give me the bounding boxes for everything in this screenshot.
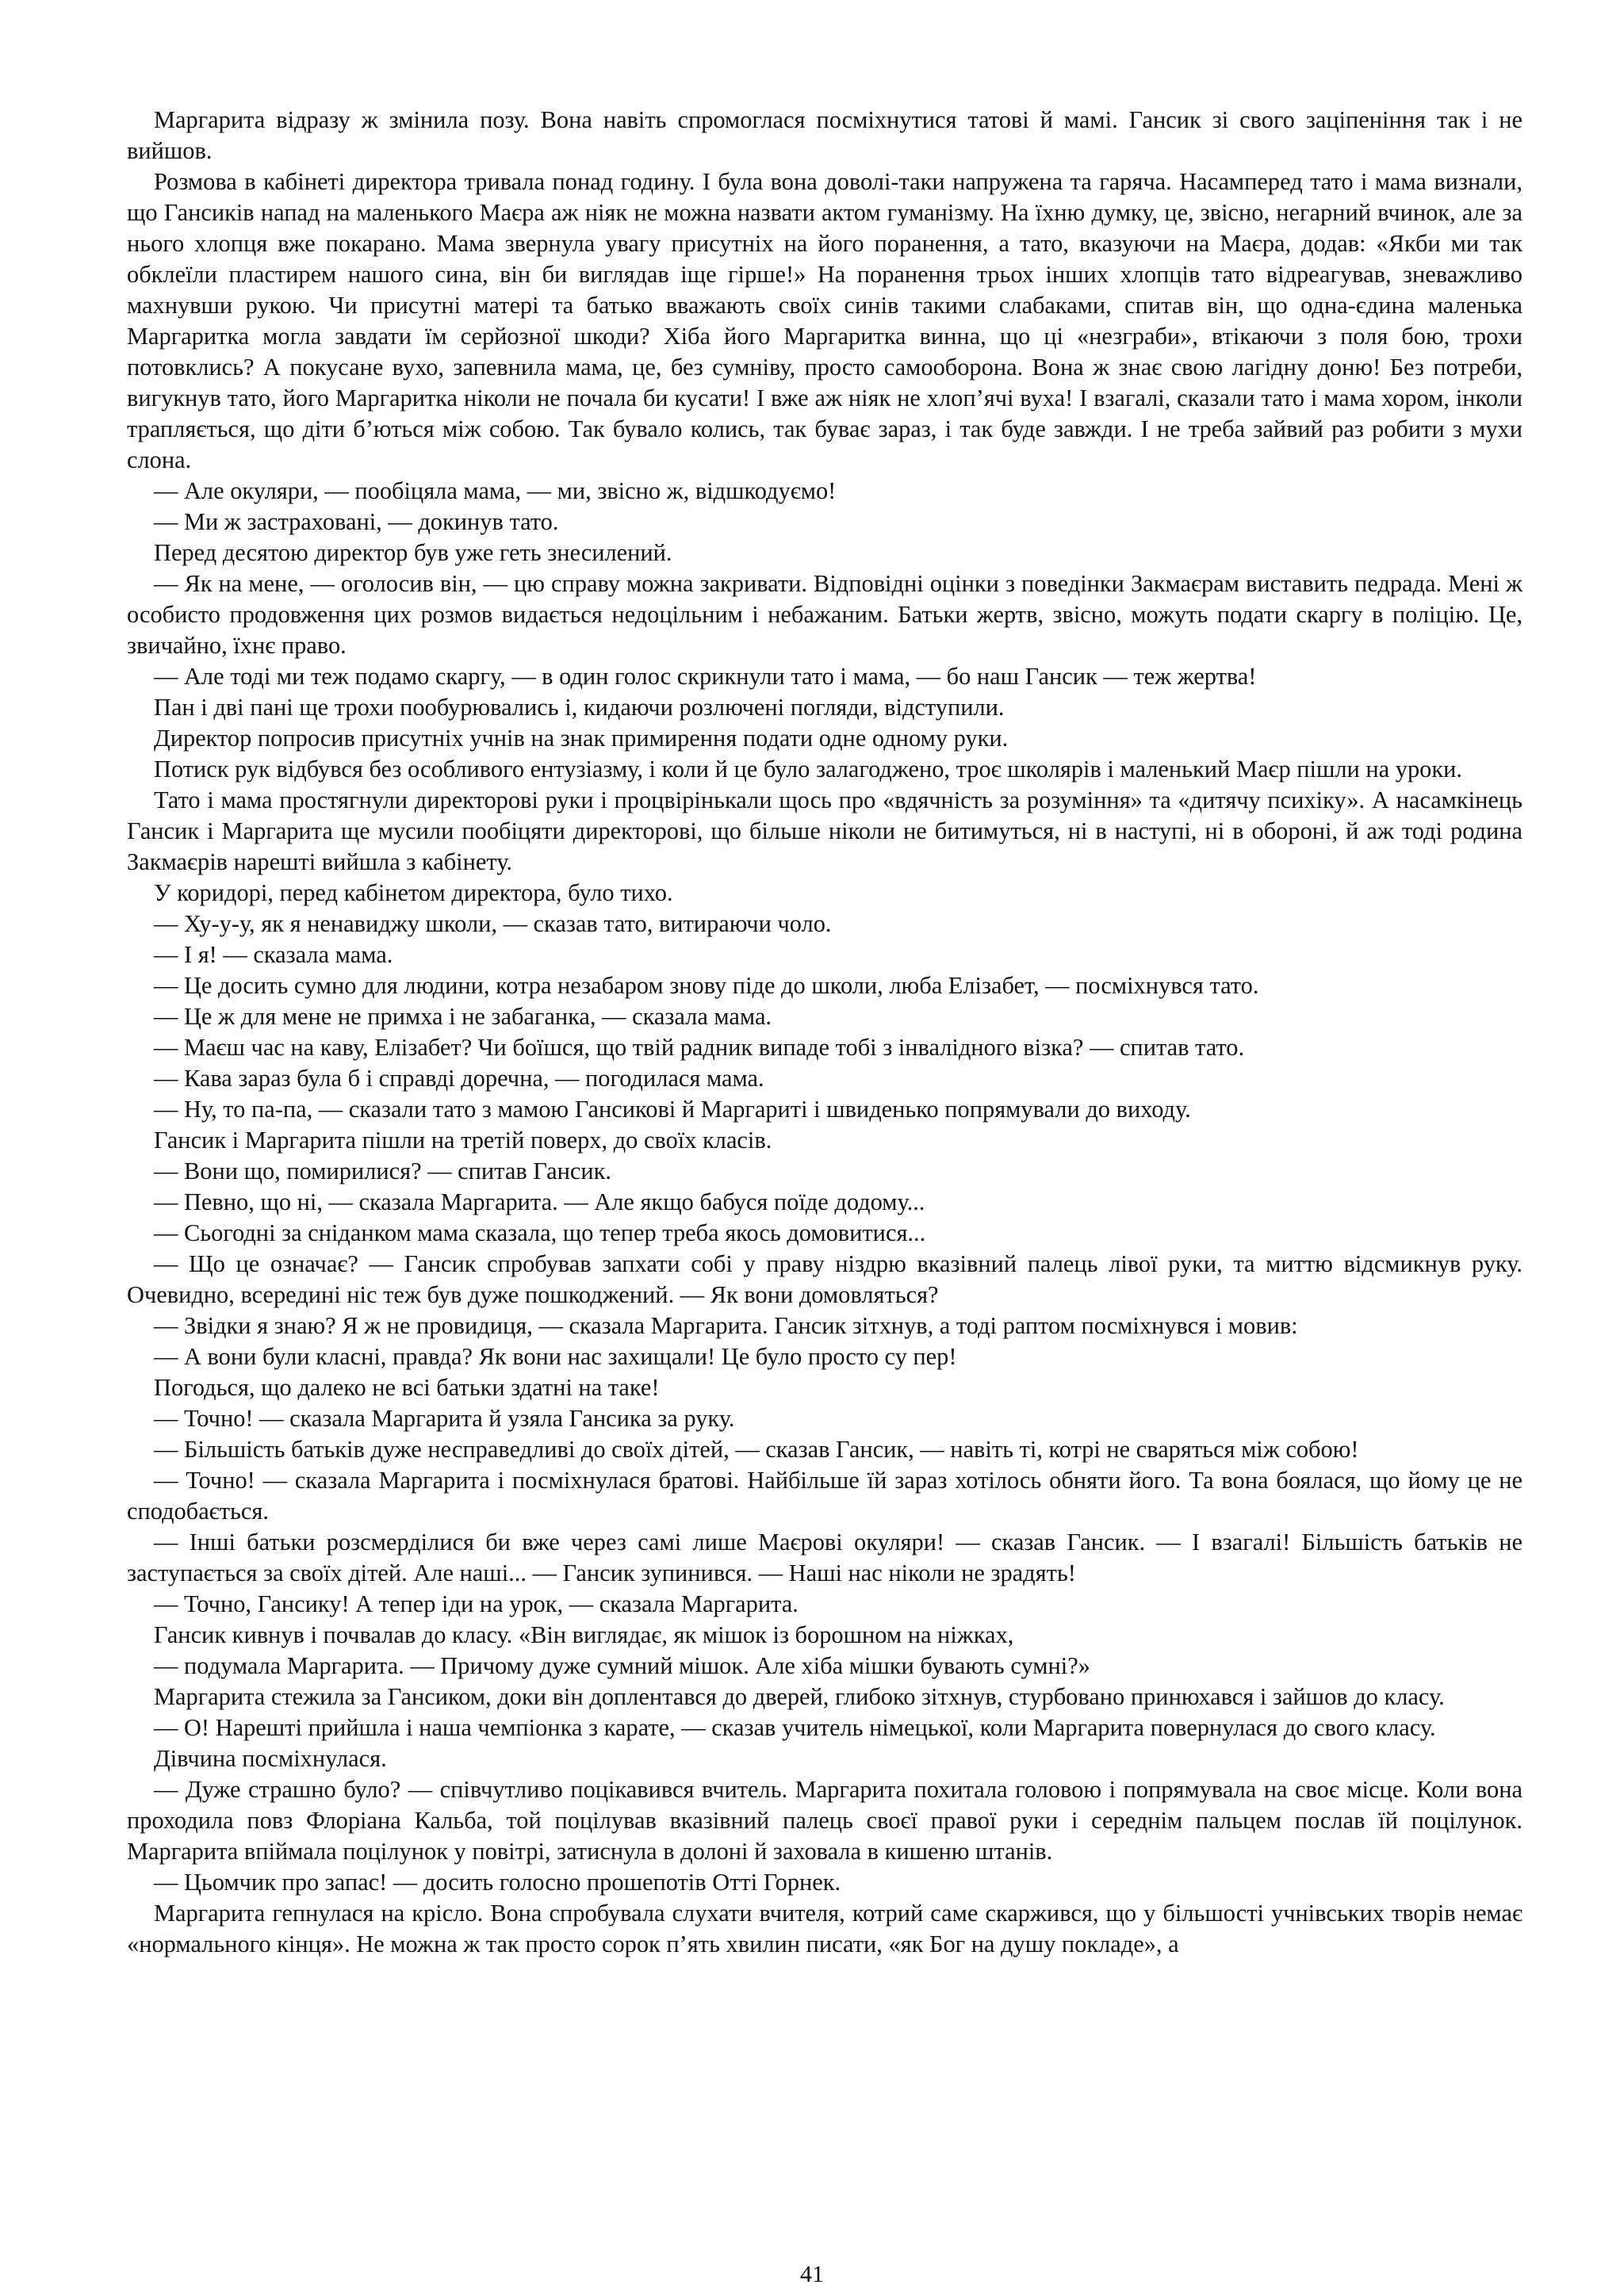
paragraph: — подумала Маргарита. — Причому дуже сумний мішок. Але хіба мішки бувають сумні?» bbox=[154, 1652, 1090, 1679]
paragraph: — Ми ж застраховані, — докинув тато. bbox=[154, 508, 559, 535]
paragraph: — Звідки я знаю? Я ж не провидиця, — сказала Маргарита. Гансик зітхнув, а тоді раптом посміхнувся і мовив: bbox=[154, 1312, 1298, 1339]
paragraph: — Дуже страшно було? — співчутливо поцікавився вчитель. Маргарита похитала головою і попрямувала на своє місце. Коли вона проходила повз Флоріана Кальба, той поцілував вказівний палець своєї правої руки і середнім пальцем послав їй поцілунок. Маргарита впіймала поцілунок у повітрі, затиснула в долоні й заховала в кишеню штанів. bbox=[127, 1776, 1522, 1865]
paragraph: — Вони що, помирилися? — спитав Гансик. bbox=[154, 1158, 611, 1184]
paragraph: — Певно, що ні, — сказала Маргарита. — Але якщо бабуся поїде додому... bbox=[154, 1188, 925, 1215]
paragraph: Маргарита стежила за Гансиком, доки він доплентався до дверей, глибоко зітхнув, стурбовано принюхався і зайшов до класу. bbox=[154, 1683, 1445, 1710]
paragraph: — Це ж для мене не примха і не забаганка, — сказала мама. bbox=[154, 1003, 772, 1030]
paragraph: Гансик і Маргарита пішли на третій поверх, до своїх класів. bbox=[154, 1127, 772, 1154]
page-body bbox=[127, 105, 1522, 1960]
paragraph: Дівчина посміхнулася. bbox=[154, 1745, 387, 1772]
page-number: 41 bbox=[800, 2261, 824, 2287]
paragraph: — А вони були класні, правда? Як вони нас захищали! Це було просто су пер! bbox=[154, 1343, 957, 1370]
paragraph: — Більшість батьків дуже несправедливі до своїх дітей, — сказав Гансик, — навіть ті, котрі не сваряться між собою! bbox=[154, 1436, 1359, 1463]
paragraph: — Ху-у-у, як я ненавиджу школи, — сказав тато, витираючи чоло. bbox=[154, 910, 832, 937]
paragraph: — Але окуляри, — пообіцяла мама, — ми, звісно ж, відшкодуємо! bbox=[154, 477, 837, 504]
paragraph: Розмова в кабінеті директора тривала понад годину. І була вона доволі-таки напружена та гаряча. Насамперед тато і мама визнали, що Гансиків напад на маленького Маєра аж ніяк не можна назвати актом гуманізму. На їхню думку, це, звісно, негарний вчинок, але за нього хлопця вже покарано. Мама звернула увагу присутніх на його поранення, а тато, вказуючи на Маєра, додав: «Якби ми так обклеїли пластирем нашого сина, він би виглядав іще гірше!» На поранення трьох інших хлопців тато відреагував, зневажливо махнувши рукою. Чи присутні матері та батько вважають своїх синів такими слабаками, спитав він, що одна-єдина маленька Маргаритка могла завдати їм серйозної шкоди? Хіба його Маргаритка винна, що ці «незграби», втікаючи з поля бою, трохи потовклись? А покусане вухо, запевнила мама, це, без сумніву, просто самооборона. Вона ж знає свою лагідну доню! Без потреби, вигукнув тато, його Маргаритка ніколи не почала би кусати! І вже аж ніяк не хлоп’ячі вуха! І взагалі, сказали тато і мама хором, інколи трапляється, що діти б’ються між собою. Так бувало колись, так буває зараз, і так буде завжди. І не треба зайвий раз робити з мухи слона. bbox=[127, 168, 1522, 473]
paragraph: — Але тоді ми теж подамо скаргу, — в один голос скрикнули тато і мама, — бо наш Гансик — теж жертва! bbox=[154, 663, 1257, 690]
paragraph: — Точно, Гансику! А тепер іди на урок, — сказала Маргарита. bbox=[154, 1590, 799, 1617]
paragraph: Гансик кивнув і почвалав до класу. «Він виглядає, як мішок із борошном на ніжках, bbox=[154, 1621, 1014, 1648]
paragraph: Тато і мама простягнули директорові руки і процвірінькали щось про «вдячність за розуміння» та «дитячу психіку». А насамкінець Гансик і Маргарита ще мусили пообіцяти директорові, що більше ніколи не битимуться, ні в наступі, ні в обороні, й аж тоді родина Закмаєрів нарешті вийшла з кабінету. bbox=[127, 786, 1522, 875]
paragraph: — О! Нарешті прийшла і наша чемпіонка з карате, — сказав учитель німецької, коли Маргарита повернулася до свого класу. bbox=[154, 1714, 1436, 1741]
paragraph: — Як на мене, — оголосив він, — цю справу можна закривати. Відповідні оцінки з поведінки Закмаєрам виставить педрада. Мені ж особисто продовження цих розмов видається недоцільним і небажаним. Батьки жертв, звісно, можуть подати скаргу в поліцію. Це, звичайно, їхнє право. bbox=[127, 570, 1522, 659]
paragraph: — Сьогодні за сніданком мама сказала, що тепер треба якось домовитися... bbox=[154, 1219, 926, 1246]
paragraph: — Це досить сумно для людини, котра незабаром знову піде до школи, люба Елізабет, — посміхнувся тато. bbox=[154, 972, 1259, 999]
paragraph: Маргарита гепнулася на крісло. Вона спробувала слухати вчителя, котрий саме скаржився, що у більшості учнівських творів немає «нормального кінця». Не можна ж так просто сорок п’ять хвилин писати, «як Бог на душу покладе», а bbox=[127, 1900, 1522, 1957]
paragraph: — Інші батьки розсмерділися би вже через самі лише Маєрові окуляри! — сказав Гансик. — І взагалі! Більшість батьків не заступається за своїх дітей. Але наші... — Гансик зупинився. — Наші нас ніколи не зрадять! bbox=[127, 1529, 1522, 1586]
paragraph: — Точно! — сказала Маргарита й узяла Гансика за руку. bbox=[154, 1405, 735, 1432]
paragraph: Директор попросив присутніх учнів на знак примирення подати одне одному руки. bbox=[154, 725, 1009, 752]
paragraph: — Маєш час на каву, Елізабет? Чи боїшся, що твій радник випаде тобі з інвалідного візка? — спитав тато. bbox=[154, 1034, 1245, 1061]
paragraph: Пан і дві пані ще трохи пообурювались і, кидаючи розлючені погляди, відступили. bbox=[154, 694, 1005, 721]
paragraph: Маргарита відразу ж змінила позу. Вона навіть спромоглася посміхнутися татові й мамі. Гансик зі свого заціпеніння так і не вийшов. bbox=[127, 106, 1522, 164]
paragraph: У коридорі, перед кабінетом директора, було тихо. bbox=[154, 879, 673, 906]
paragraph: — Що це означає? — Гансик спробував запхати собі у праву ніздрю вказівний палець лівої руки, та миттю відсмикнув руку. Очевидно, всередині ніс теж був дуже пошкоджений. — Як вони домовляться? bbox=[127, 1250, 1522, 1308]
paragraph: Потиск рук відбувся без особливого ентузіазму, і коли й це було залагоджено, троє школярів і маленький Маєр пішли на уроки. bbox=[154, 756, 1462, 783]
paragraph: — Ну, то па-па, — сказали тато з мамою Гансикові й Маргариті і швиденько попрямували до виходу. bbox=[154, 1096, 1191, 1123]
paragraph: Погодься, що далеко не всі батьки здатні на таке! bbox=[154, 1374, 660, 1401]
paragraph: — І я! — сказала мама. bbox=[154, 941, 393, 968]
paragraph: — Кава зараз була б і справді доречна, — погодилася мама. bbox=[154, 1065, 764, 1092]
paragraph: Перед десятою директор був уже геть знесилений. bbox=[154, 539, 672, 566]
paragraph: — Цьомчик про запас! — досить голосно прошепотів Отті Горнек. bbox=[154, 1869, 841, 1896]
paragraph: — Точно! — сказала Маргарита і посміхнулася братові. Найбільше їй зараз хотілось обняти його. Та вона боялася, що йому це не сподобається. bbox=[127, 1467, 1522, 1525]
